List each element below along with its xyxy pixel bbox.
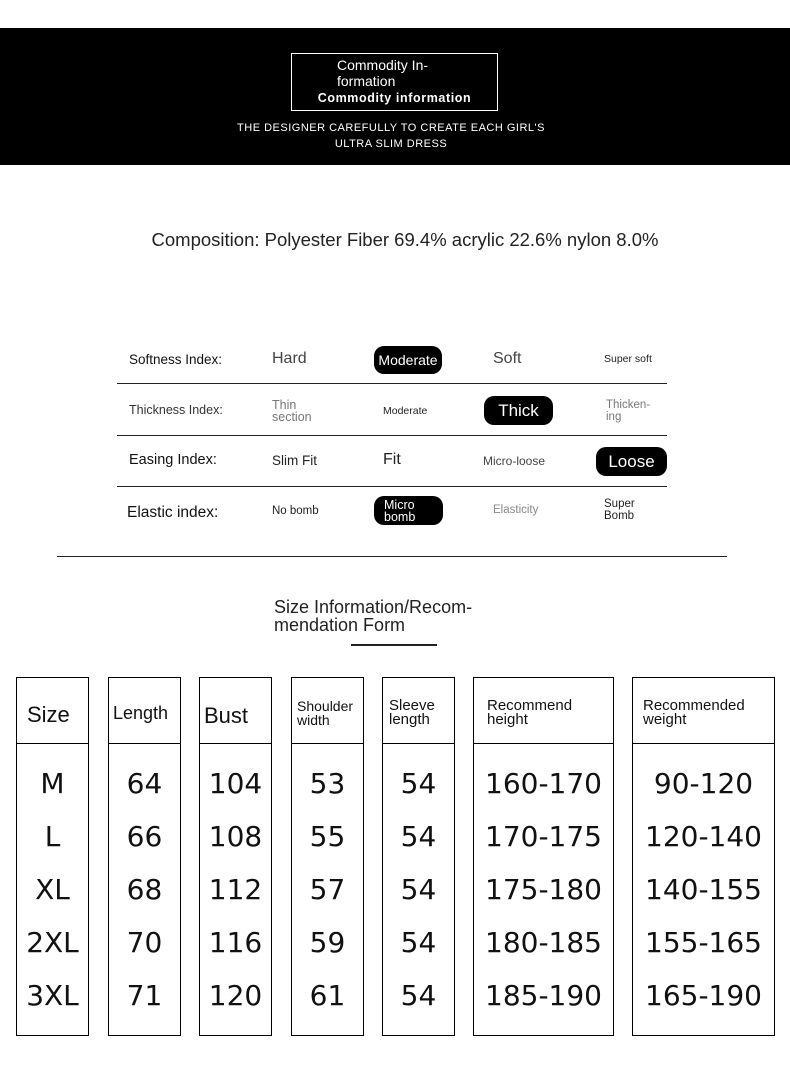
size-column <box>16 677 89 1036</box>
thickness-option-thin-section: Thin section <box>272 398 312 424</box>
banner-title <box>337 57 457 89</box>
table-cell: 54 <box>400 979 437 1012</box>
banner-title-line2: formation <box>337 73 396 89</box>
banner-title-line1: Commodity In- <box>337 57 429 73</box>
table-cell: 54 <box>400 926 437 959</box>
shoulder-column <box>291 677 364 1036</box>
easing-option-slim-fit: Slim Fit <box>272 453 317 468</box>
table-cell: 108 <box>208 820 263 853</box>
thickness-index-label: Thickness Index: <box>129 403 223 417</box>
table-cell: L <box>44 820 61 853</box>
table-cell: 104 <box>208 767 263 800</box>
thickness-option-thickening: Thicken-ing <box>606 399 651 423</box>
index-divider <box>117 486 667 487</box>
table-cell: 116 <box>208 926 263 959</box>
index-divider <box>117 383 667 384</box>
banner-subtitle: Commodity information <box>317 91 472 105</box>
bust-header <box>200 678 271 744</box>
sleeve-header <box>383 678 454 744</box>
table-cell: 170-175 <box>485 820 602 853</box>
elastic-index-label: Elastic index: <box>127 504 219 521</box>
table-cell: 59 <box>309 926 346 959</box>
column-header-label: Bust <box>204 703 249 728</box>
table-cell: 120-140 <box>645 820 762 853</box>
table-cell: 70 <box>126 926 163 959</box>
height-column <box>473 677 614 1036</box>
table-cell: 64 <box>126 767 163 800</box>
weight-column <box>632 677 775 1036</box>
banner-tagline-line1: THE DESIGNER CAREFULLY TO CREATE EACH GIRL'S <box>237 122 545 134</box>
size-title-line1: Size Information/Recom- <box>274 597 473 617</box>
table-cell: 175-180 <box>485 873 602 906</box>
softness-option-moderate-selected: Moderate <box>374 346 442 374</box>
height-header <box>474 678 613 744</box>
index-divider <box>117 435 667 436</box>
table-cell: 120 <box>208 979 263 1012</box>
easing-option-fit: Fit <box>383 451 401 468</box>
header-banner <box>0 28 790 165</box>
softness-option-hard: Hard <box>272 350 307 367</box>
easing-option-loose-selected: Loose <box>596 447 667 476</box>
easing-index-label: Easing Index: <box>129 452 217 468</box>
length-column <box>108 677 181 1036</box>
table-cell: 66 <box>126 820 163 853</box>
banner-title-box <box>291 53 498 111</box>
elastic-option-super-bomb: Super Bomb <box>604 498 635 522</box>
table-cell: 55 <box>309 820 346 853</box>
softness-index-label: Softness Index: <box>129 352 223 367</box>
table-cell: 140-155 <box>645 873 762 906</box>
column-header-label: Size <box>27 702 70 727</box>
thickness-option-thick-selected: Thick <box>484 396 553 425</box>
table-cell: 54 <box>400 767 437 800</box>
size-section-title <box>274 598 514 634</box>
table-cell: 180-185 <box>485 926 602 959</box>
table-cell: 185-190 <box>485 979 602 1012</box>
shoulder-header <box>292 678 363 744</box>
column-header-label: Shoulder width <box>297 698 354 728</box>
column-header-label: Recommend height <box>487 697 573 728</box>
table-cell: 90-120 <box>653 767 754 800</box>
sleeve-column <box>382 677 455 1036</box>
column-header-label: Length <box>113 703 169 723</box>
table-cell: 54 <box>400 873 437 906</box>
column-header-label: Recommended weight <box>643 697 745 728</box>
thickness-option-moderate: Moderate <box>383 405 428 417</box>
easing-option-micro-loose: Micro-loose <box>483 454 546 468</box>
softness-option-soft: Soft <box>493 350 522 367</box>
table-cell: 53 <box>309 767 346 800</box>
elastic-option-elasticity: Elasticity <box>493 504 539 516</box>
table-cell: 71 <box>126 979 163 1012</box>
table-cell: 160-170 <box>485 767 602 800</box>
table-cell: 68 <box>126 873 163 906</box>
elastic-option-micro-bomb-selected: Micro bomb <box>374 496 443 525</box>
table-cell: 57 <box>309 873 346 906</box>
weight-header <box>633 678 774 744</box>
table-cell: M <box>40 767 65 800</box>
table-cell: 54 <box>400 820 437 853</box>
size-title-line2: mendation Form <box>274 615 406 635</box>
table-cell: 165-190 <box>645 979 762 1012</box>
size-header <box>17 678 88 744</box>
composition-text: Composition: Polyester Fiber 69.4% acrylic 22.6% nylon 8.0% <box>151 229 659 250</box>
column-header-label: Sleeve length <box>389 697 435 728</box>
section-divider <box>57 556 727 557</box>
size-title-underline <box>351 644 437 646</box>
elastic-option-no-bomb: No bomb <box>272 505 319 517</box>
length-header <box>109 678 180 744</box>
bust-column <box>199 677 272 1036</box>
table-cell: XL <box>35 873 70 906</box>
softness-option-super-soft: Super soft <box>604 353 652 365</box>
banner-tagline-line2: ULTRA SLIM DRESS <box>334 138 448 150</box>
table-cell: 61 <box>309 979 346 1012</box>
table-cell: 2XL <box>26 926 79 959</box>
table-cell: 112 <box>208 873 263 906</box>
table-cell: 155-165 <box>645 926 762 959</box>
table-cell: 3XL <box>26 979 79 1012</box>
